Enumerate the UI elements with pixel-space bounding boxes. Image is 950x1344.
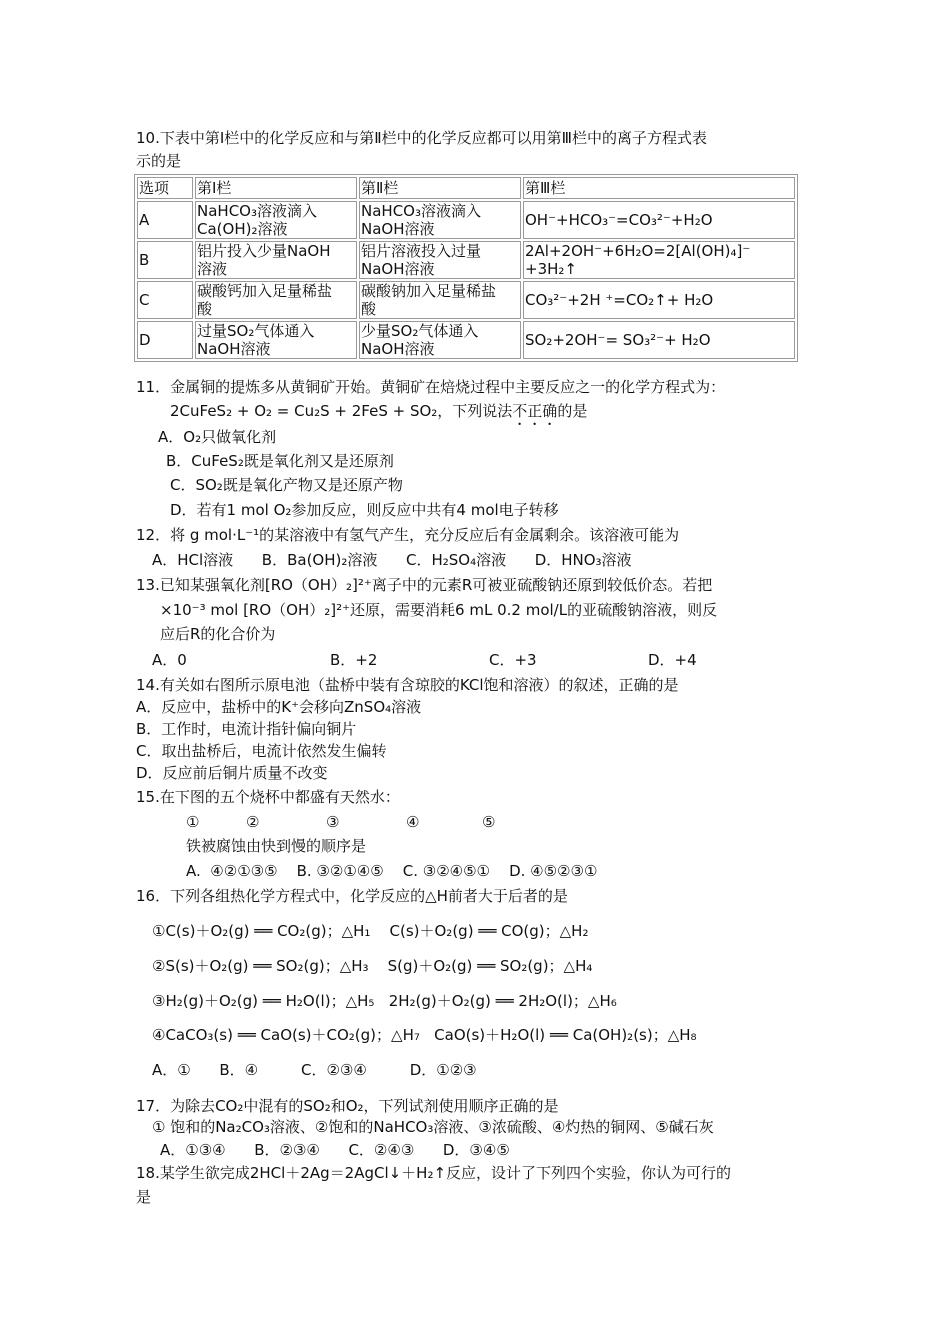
q11-stem-line2: [170, 401, 587, 429]
q11-option-a: A．O₂只做氧化剂: [158, 428, 277, 446]
q13-stem-line2: ×10⁻³ mol [RO（OH）₂]²⁺还原，需要消耗6 mL 0.2 mol/L的亚硫酸钠溶液，则反: [160, 601, 718, 619]
q14-option-a: A．反应中，盐桥中的K⁺会移向ZnSO₄溶液: [136, 698, 422, 716]
q14-stem: 14.有关如右图所示原电池（盐桥中装有含琼胶的KCl饱和溶液）的叙述，正确的是: [136, 676, 679, 694]
column-1-cell: [195, 321, 357, 359]
option-label: D: [137, 321, 193, 359]
column-2-cell: [359, 281, 521, 319]
q18-stem-line2: 是: [136, 1188, 152, 1206]
option-label: A: [137, 201, 193, 239]
q15-options: A. ④②①③⑤ B. ③②①④⑤ C. ③②④⑤① D. ④⑤②③①: [186, 862, 598, 880]
column-2-cell: [359, 241, 521, 279]
header-column-1: 第Ⅰ栏: [195, 177, 357, 199]
beaker-label-1: ①: [186, 813, 200, 831]
q16-equation-1: ①C(s)＋O₂(g) ══ CO₂(g)；△H₁ C(s)＋O₂(g) ══ CO(g)；△H₂: [152, 922, 589, 940]
q14-option-d: D．反应前后铜片质量不改变: [136, 764, 328, 782]
q16-stem: 16．下列各组热化学方程式中，化学反应的△H前者大于后者的是: [136, 887, 568, 905]
q15-sub-question: 铁被腐蚀由快到慢的顺序是: [186, 837, 367, 855]
cell-line: 少量SO₂气体通入: [361, 322, 479, 340]
q11-option-b: B．CuFeS₂既是氧化剂又是还原剂: [166, 452, 394, 470]
beaker-label-5: ⑤: [482, 813, 496, 831]
option-label: B: [137, 241, 193, 279]
column-2-cell: [359, 201, 521, 239]
beaker-label-4: ④: [406, 813, 420, 831]
table-row: [137, 201, 795, 239]
cell-line: NaHCO₃溶液滴入: [361, 202, 481, 220]
column-2-cell: [359, 321, 521, 359]
q13-stem-line3: 应后R的化合价为: [160, 625, 276, 643]
q12-stem: 12．将 g mol·L⁻¹的某溶液中有氢气产生，充分反应后有金属剩余。该溶液可能为: [136, 526, 680, 544]
cell-line: 碳酸钠加入足量稀盐: [361, 282, 497, 300]
q13-option-b: B．+2: [330, 651, 378, 669]
table-row: [137, 281, 795, 319]
q18-stem-line1: 18.某学生欲完成2HCl＋2Ag＝2AgCl↓＋H₂↑反应，设计了下列四个实验，你认为可行的: [136, 1164, 732, 1182]
cell-line: 2Al+2OH⁻+6H₂O=2[Al(OH)₄]⁻: [525, 242, 751, 260]
header-column-3: 第Ⅲ栏: [523, 177, 795, 199]
cell-line: 酸: [361, 300, 377, 318]
cell-line: 过量SO₂气体通入: [197, 322, 315, 340]
q16-equation-3: ③H₂(g)＋O₂(g) ══ H₂O(l)；△H₅ 2H₂(g)＋O₂(g) ══ 2H₂O(l)；△H₆: [152, 992, 617, 1010]
header-column-2: 第Ⅱ栏: [359, 177, 521, 199]
column-1-cell: [195, 281, 357, 319]
q15-stem: 15.在下图的五个烧杯中都盛有天然水：: [136, 788, 400, 806]
cell-line: 碳酸钙加入足量稀盐: [197, 282, 333, 300]
q11-option-c: C．SO₂既是氧化产物又是还原产物: [170, 476, 403, 494]
column-1-cell: [195, 201, 357, 239]
q11-option-d: D．若有1 mol O₂参加反应，则反应中共有4 mol电子转移: [170, 501, 559, 519]
cell-line: 铝片溶液投入过量: [361, 242, 482, 260]
cell-line: SO₂+2OH⁻= SO₃²⁻+ H₂O: [525, 331, 711, 349]
cell-line: NaOH溶液: [361, 340, 435, 358]
table-row: [137, 321, 795, 359]
beaker-label-3: ③: [326, 813, 340, 831]
q10-table: [134, 174, 798, 362]
q13-option-a: A．0: [152, 651, 187, 669]
cell-line: 溶液: [197, 260, 228, 278]
q11-stem-line1: 11．金属铜的提炼多从黄铜矿开始。黄铜矿在焙烧过程中主要反应之一的化学方程式为：: [136, 378, 726, 396]
beaker-label-2: ②: [246, 813, 260, 831]
column-3-cell: [523, 281, 795, 319]
column-3-cell: [523, 201, 795, 239]
q17-options: A．①③④ B．②③④ C．②④③ D．③④⑤: [160, 1141, 510, 1159]
q11-emphasis: 不正确: [512, 402, 558, 420]
option-label: C: [137, 281, 193, 319]
q13-option-c: C．+3: [489, 651, 537, 669]
table-row: [137, 241, 795, 279]
cell-line: CO₃²⁻+2H ⁺=CO₂↑+ H₂O: [525, 291, 714, 309]
q11-equation: 2CuFeS₂ + O₂ = Cu₂S + 2FeS + SO₂，下列说法: [170, 402, 513, 420]
header-option: 选项: [137, 177, 193, 199]
cell-line: OH⁻+HCO₃⁻=CO₃²⁻+H₂O: [525, 211, 713, 229]
cell-line: +3H₂↑: [525, 260, 577, 278]
q11-stem-end: 的是: [557, 402, 588, 420]
q12-options: A．HCl溶液 B．Ba(OH)₂溶液 C．H₂SO₄溶液 D．HNO₃溶液: [152, 551, 632, 569]
q13-stem-line1: 13.已知某强氧化剂[RO（OH）₂]²⁺离子中的元素R可被亚硫酸钠还原到较低价态。若把: [136, 576, 713, 594]
cell-line: NaHCO₃溶液滴入: [197, 202, 317, 220]
cell-line: NaOH溶液: [361, 260, 435, 278]
cell-line: 酸: [197, 300, 213, 318]
q16-options: A．① B．④ C．②③④ D．①②③: [152, 1061, 477, 1079]
q17-stem: 17．为除去CO₂中混有的SO₂和O₂，下列试剂使用顺序正确的是: [136, 1097, 559, 1115]
column-1-cell: [195, 241, 357, 279]
cell-line: NaOH溶液: [361, 220, 435, 238]
q14-option-b: B．工作时，电流计指针偏向铜片: [136, 720, 357, 738]
column-3-cell: [523, 241, 795, 279]
q16-equation-2: ②S(s)＋O₂(g) ══ SO₂(g)；△H₃ S(g)＋O₂(g) ══ SO₂(g)；△H₄: [152, 957, 593, 975]
cell-line: Ca(OH)₂溶液: [197, 220, 288, 238]
q13-option-d: D．+4: [648, 651, 697, 669]
q17-reagents: ① 饱和的Na₂CO₃溶液、②饱和的NaHCO₃溶液、③浓硫酸、④灼热的铜网、⑤碱石灰: [152, 1118, 714, 1136]
q10-stem-line2: 示的是: [136, 152, 182, 170]
column-3-cell: [523, 321, 795, 359]
q10-stem-line1: 10.下表中第Ⅰ栏中的化学反应和与第Ⅱ栏中的化学反应都可以用第Ⅲ栏中的离子方程式表: [136, 129, 708, 147]
q16-equation-4: ④CaCO₃(s) ══ CaO(s)＋CO₂(g)；△H₇ CaO(s)＋H₂O(l) ══ Ca(OH)₂(s)；△H₈: [152, 1026, 697, 1044]
cell-line: 铝片投入少量NaOH: [197, 242, 331, 260]
q14-option-c: C．取出盐桥后，电流计依然发生偏转: [136, 742, 387, 760]
cell-line: NaOH溶液: [197, 340, 271, 358]
